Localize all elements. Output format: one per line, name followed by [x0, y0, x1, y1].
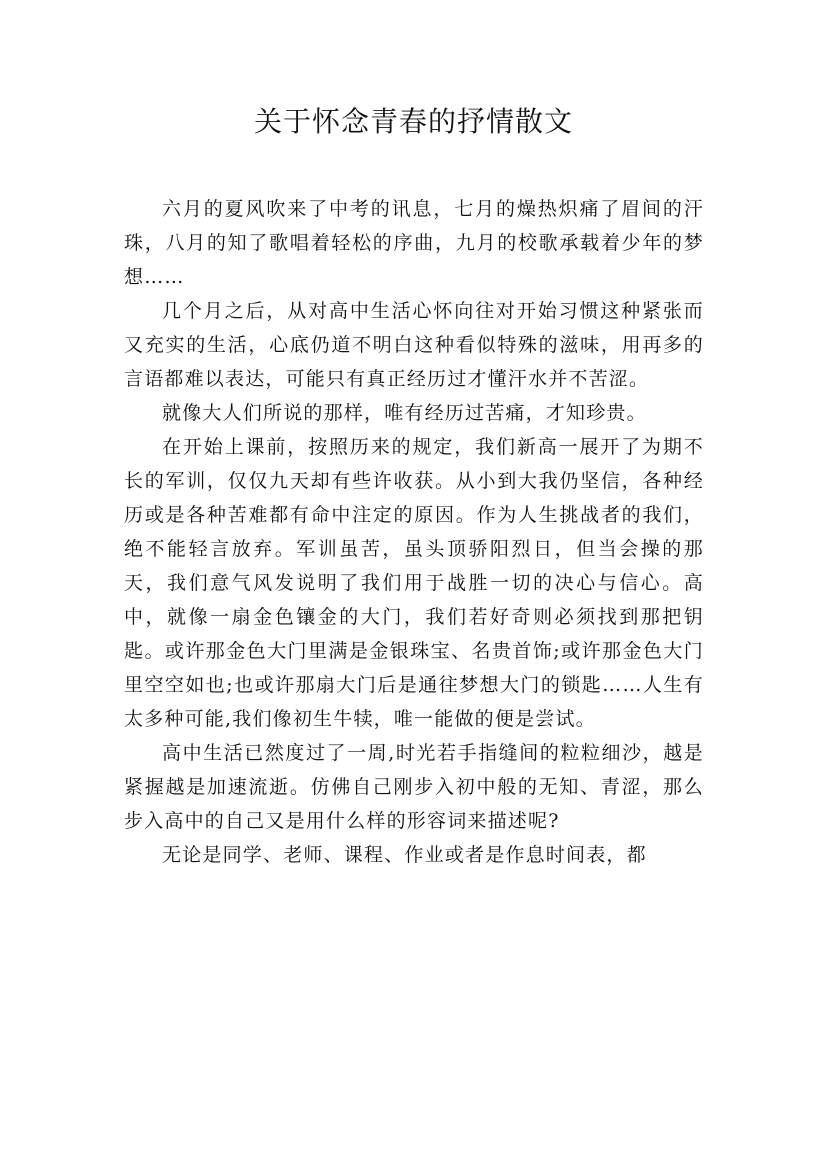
paragraph: 高中生活已然度过了一周,时光若手指缝间的粒粒细沙，越是紧握越是加速流逝。仿佛自己刚步入初中般的无知、青涩，那么步入高中的自己又是用什么样的形容词来描述呢?	[124, 742, 704, 832]
document-title: 关于怀念青春的抒情散文	[253, 105, 573, 138]
paragraph: 几个月之后，从对高中生活心怀向往对开始习惯这种紧张而又充实的生活，心底仍道不明白这种看似特殊的滋味，用再多的言语都难以表达，可能只有真正经历过才懂汗水并不苦涩。	[124, 300, 704, 390]
paragraph: 在开始上课前，按照历来的规定，我们新高一展开了为期不长的军训，仅仅九天却有些许收获。从小到大我仍坚信，各种经历或是各种苦难都有命中注定的原因。作为人生挑战者的我们，绝不能轻言放弃。军训虽苦，虽头顶骄阳烈日，但当会操的那天，我们意气风发说明了我们用于战胜一切的决心与信心。高中，就像一扇金色镶金的大门，我们若好奇则必须找到那把钥匙。或许那金色大门里满是金银珠宝、名贵首饰;或许那金色大门里空空如也;也或许那扇大门后是通往梦想大门的锁匙……人生有太多种可能,我们像初生牛犊，唯一能做的便是尝试。	[124, 436, 704, 730]
document-body	[124, 192, 704, 872]
paragraph: 六月的夏风吹来了中考的讯息，七月的燥热炽痛了眉间的汗珠，八月的知了歌唱着轻松的序曲，九月的校歌承载着少年的梦想……	[124, 198, 704, 288]
paragraph: 就像大人们所说的那样，唯有经历过苦痛，才知珍贵。	[162, 402, 647, 424]
paragraph: 无论是同学、老师、课程、作业或者是作息时间表，都	[162, 844, 647, 866]
